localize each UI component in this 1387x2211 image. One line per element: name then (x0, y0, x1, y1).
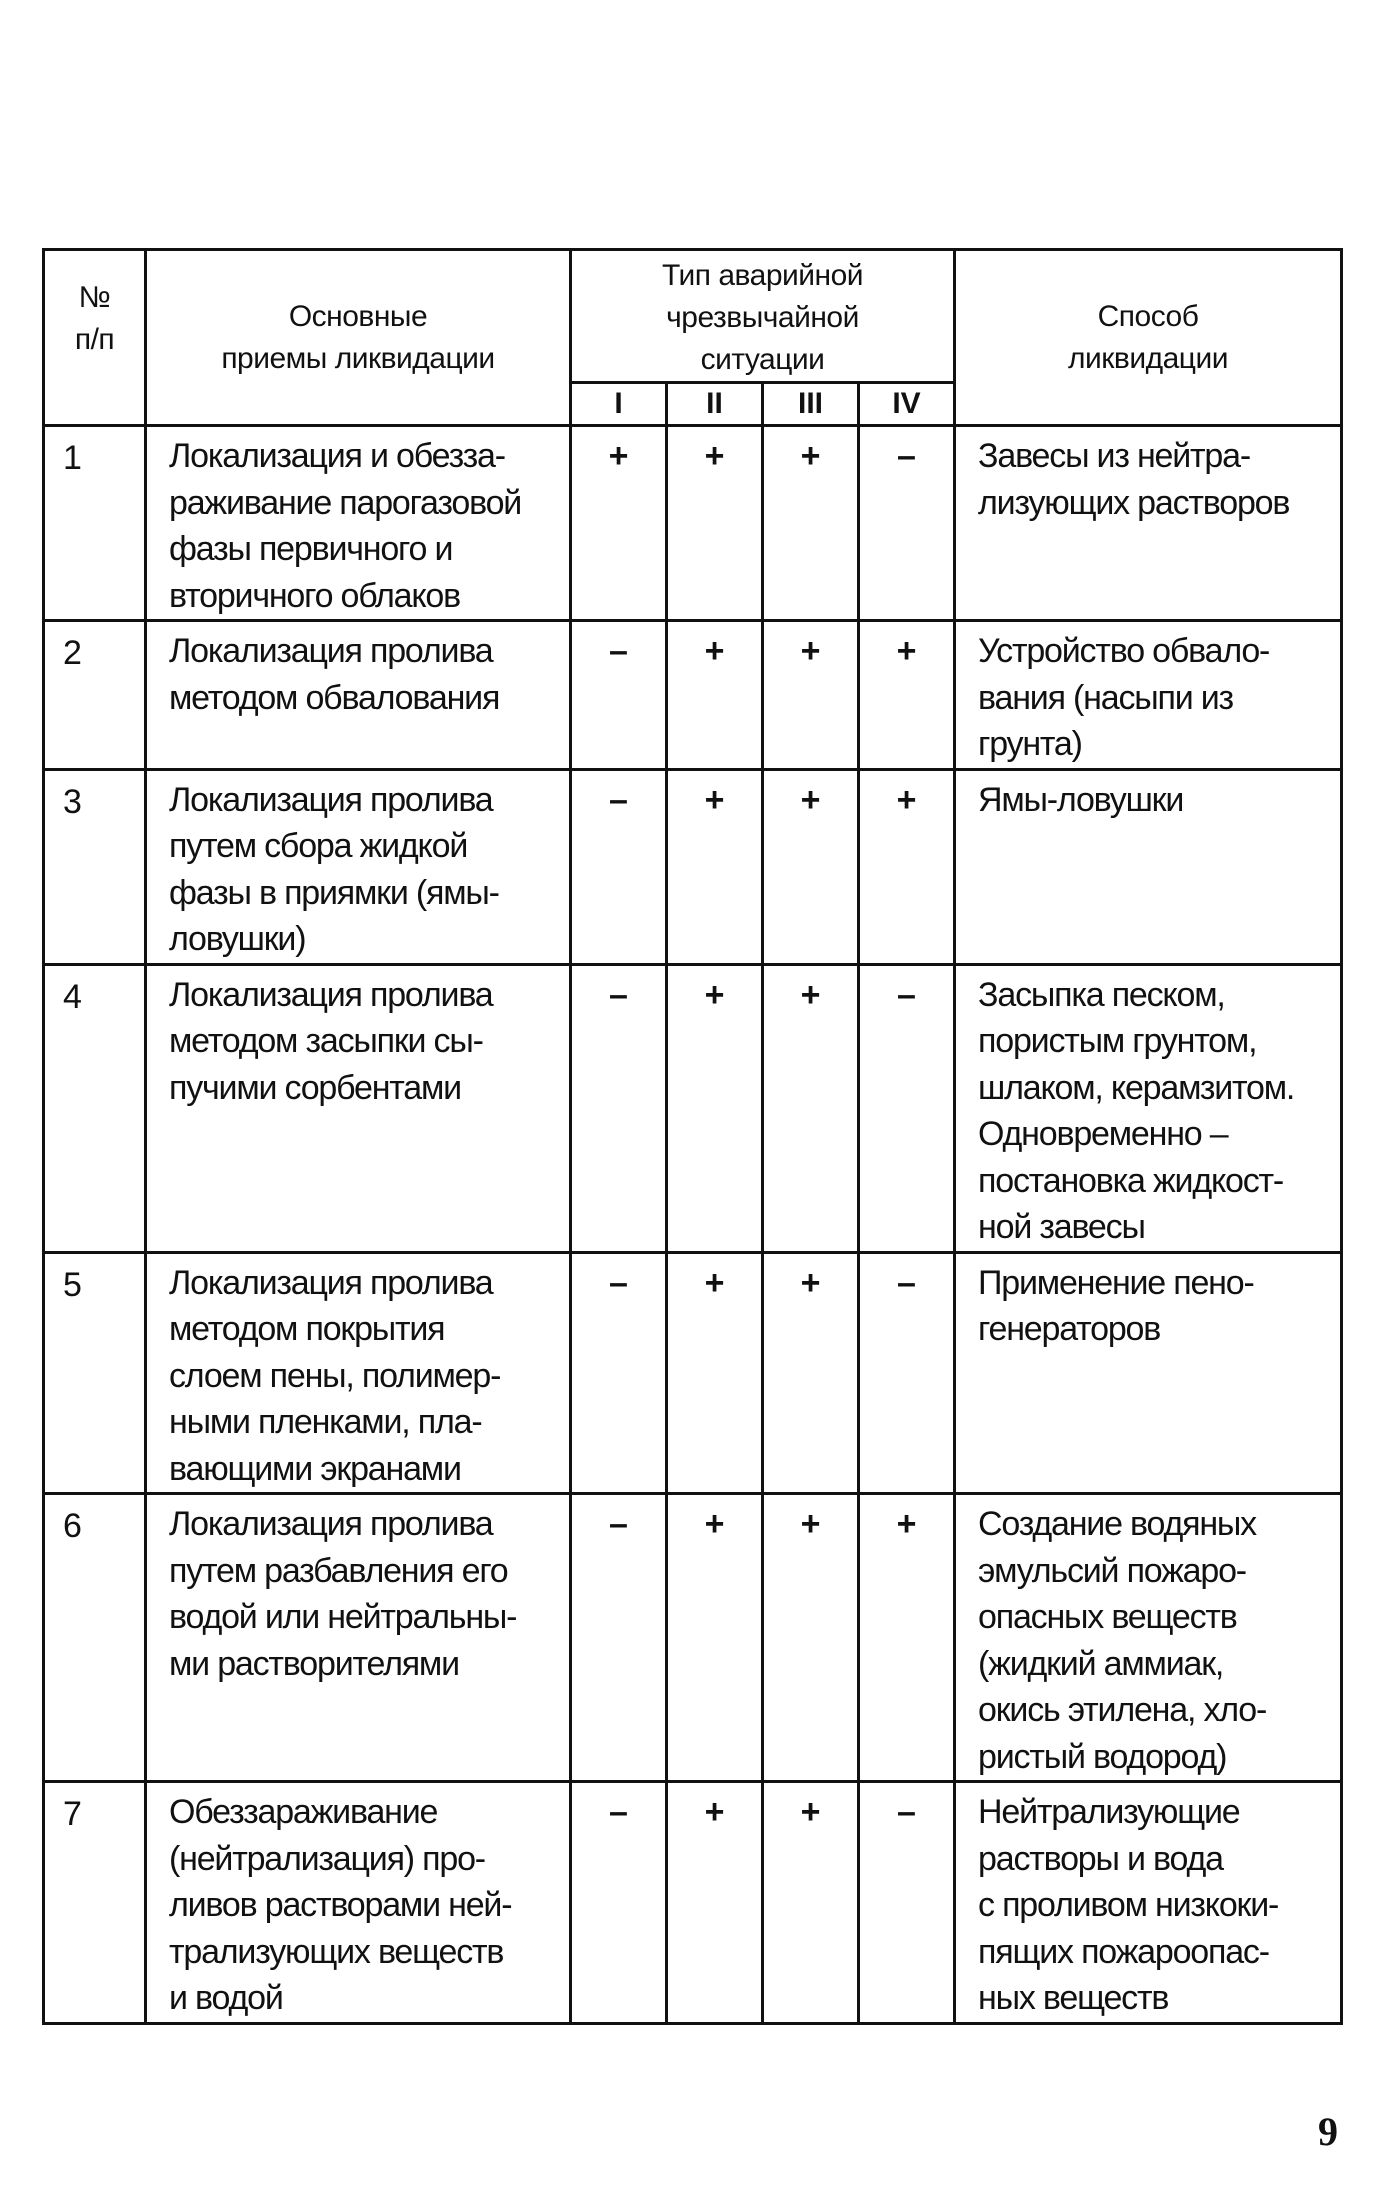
row-mark-ii: + (667, 769, 763, 964)
header-emergency-type: Тип аварийной чрезвычайной ситуации (571, 250, 955, 383)
row-way: Завесы из нейтра- лизующих растворов (955, 426, 1342, 621)
row-mark-iv: – (859, 1252, 955, 1494)
row-mark-i: – (571, 1782, 667, 2024)
row-way: Применение пено- генераторов (955, 1252, 1342, 1494)
row-mark-iv: + (859, 769, 955, 964)
row-way: Ямы-ловушки (955, 769, 1342, 964)
row-number: 6 (44, 1494, 146, 1782)
row-method: Локализация и обезза- раживание парогазовой фазы первичного и вторичного облаков (146, 426, 571, 621)
row-mark-iii: + (763, 1782, 859, 2024)
row-mark-i: – (571, 621, 667, 770)
row-mark-i: – (571, 1494, 667, 1782)
table-row (44, 621, 1342, 770)
header-type-ii: II (667, 383, 763, 426)
row-mark-iv: – (859, 1782, 955, 2024)
row-number: 7 (44, 1782, 146, 2024)
header-type-iv: IV (859, 383, 955, 426)
row-number: 4 (44, 964, 146, 1252)
row-number: 3 (44, 769, 146, 964)
header-liquidation-way: Способ ликвидации (955, 250, 1342, 426)
row-mark-iv: – (859, 426, 955, 621)
row-mark-ii: + (667, 1782, 763, 2024)
row-method: Локализация пролива методом обвалования (146, 621, 571, 770)
table-row (44, 1494, 1342, 1782)
row-number: 2 (44, 621, 146, 770)
row-mark-iii: + (763, 621, 859, 770)
header-type-iii: III (763, 383, 859, 426)
row-method: Локализация пролива путем сбора жидкой фазы в приямки (ямы- ловушки) (146, 769, 571, 964)
header-methods: Основные приемы ликвидации (146, 250, 571, 426)
row-way: Засыпка песком, пористым грунтом, шлаком, керамзитом. Одновременно – постановка жидкост- ной завесы (955, 964, 1342, 1252)
row-mark-i: – (571, 1252, 667, 1494)
table-row (44, 1252, 1342, 1494)
row-way: Устройство обвало- вания (насыпи из грунта) (955, 621, 1342, 770)
table-row (44, 1782, 1342, 2024)
row-mark-ii: + (667, 621, 763, 770)
table-row (44, 769, 1342, 964)
row-mark-ii: + (667, 1494, 763, 1782)
table-row (44, 426, 1342, 621)
page-number: 9 (1318, 2109, 1338, 2154)
row-mark-iv: + (859, 1494, 955, 1782)
row-method: Локализация пролива методом засыпки сы- пучими сорбентами (146, 964, 571, 1252)
table-row (44, 964, 1342, 1252)
row-mark-iv: – (859, 964, 955, 1252)
row-mark-ii: + (667, 1252, 763, 1494)
header-number: № п/п (44, 250, 146, 426)
row-mark-iv: + (859, 621, 955, 770)
row-method: Локализация пролива методом покрытия слоем пены, полимер- ными пленками, пла- вающими экранами (146, 1252, 571, 1494)
row-mark-iii: + (763, 964, 859, 1252)
row-number: 1 (44, 426, 146, 621)
row-mark-i: + (571, 426, 667, 621)
header-type-i: I (571, 383, 667, 426)
row-mark-ii: + (667, 964, 763, 1252)
row-method: Локализация пролива путем разбавления его водой или нейтральны- ми растворителями (146, 1494, 571, 1782)
row-mark-i: – (571, 769, 667, 964)
row-method: Обеззараживание (нейтрализация) про- ливов растворами ней- трализующих веществ и водой (146, 1782, 571, 2024)
row-mark-iii: + (763, 426, 859, 621)
liquidation-methods-table (42, 248, 1343, 2025)
row-way: Создание водяных эмульсий пожаро- опасных веществ (жидкий аммиак, окись этилена, хло- ристый водород) (955, 1494, 1342, 1782)
row-number: 5 (44, 1252, 146, 1494)
row-mark-i: – (571, 964, 667, 1252)
row-mark-iii: + (763, 1252, 859, 1494)
row-mark-iii: + (763, 769, 859, 964)
row-way: Нейтрализующие растворы и вода с проливом низкоки- пящих пожароопас- ных веществ (955, 1782, 1342, 2024)
row-mark-ii: + (667, 426, 763, 621)
table-header-row (44, 250, 1342, 383)
row-mark-iii: + (763, 1494, 859, 1782)
